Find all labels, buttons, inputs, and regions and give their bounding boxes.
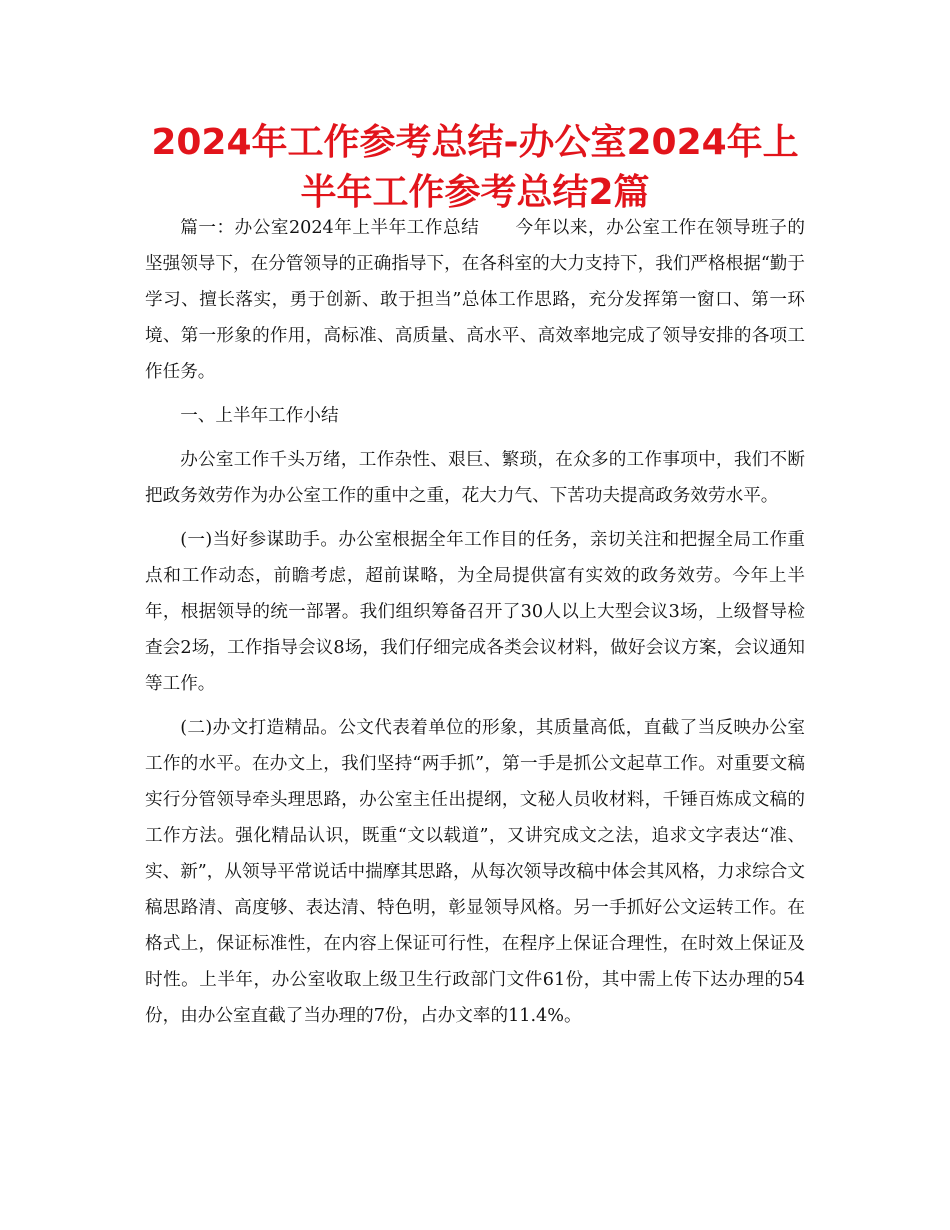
- paragraph-item-2: (二)办文打造精品。公文代表着单位的形象，其质量高低，直截了当反映办公室工作的水平。在办文上，我们坚持“两手抓”，第一手是抓公文起草工作。对重要文稿实行分管领导牵头理思路，办公室主任出提纲，文秘人员收材料，千锤百炼成文稿的工作方法。强化精品认识，既重“文以载道”，又讲究成文之法，追求文字表达“准、实、新”，从领导平常说话中揣摩其思路，从每次领导改稿中体会其风格，力求综合文稿思路清、高度够、表达清、特色明，彰显领导风格。另一手抓好公文运转工作。在格式上，保证标准性，在内容上保证可行性，在程序上保证合理性，在时效上保证及时性。上半年，办公室收取上级卫生行政部门文件61份，其中需上传下达办理的54份，由办公室直截了当办理的7份，占办文率的11.4%。: [145, 718, 805, 1026]
- document-body: [145, 210, 805, 1042]
- paragraph-summary: 办公室工作千头万绪，工作杂性、艰巨、繁琐，在众多的工作事项中，我们不断把政务效劳作为办公室工作的重中之重，花大力气、下苦功夫提高政务效劳水平。: [145, 450, 805, 506]
- section-heading: 一、上半年工作小结: [180, 406, 339, 426]
- document-title: 2024年工作参考总结-办公室2024年上半年工作参考总结2篇: [151, 122, 799, 213]
- paragraph-intro: 篇一：办公室2024年上半年工作总结 今年以来，办公室工作在领导班子的坚强领导下，在分管领导的正确指导下，在各科室的大力支持下，我们严格根据“勤于学习、擅长落实，勇于创新、敢于担当”总体工作思路，充分发挥第一窗口、第一环境、第一形象的作用，高标准、高质量、高水平、高效率地完成了领导安排的各项工作任务。: [145, 218, 805, 382]
- paragraph-item-1: (一)当好参谋助手。办公室根据全年工作目的任务，亲切关注和把握全局工作重点和工作动态，前瞻考虑，超前谋略，为全局提供富有实效的政务效劳。今年上半年，根据领导的统一部署。我们组织筹备召开了30人以上大型会议3场，上级督导检查会2场，工作指导会议8场，我们仔细完成各类会议材料，做好会议方案，会议通知等工作。: [145, 530, 805, 694]
